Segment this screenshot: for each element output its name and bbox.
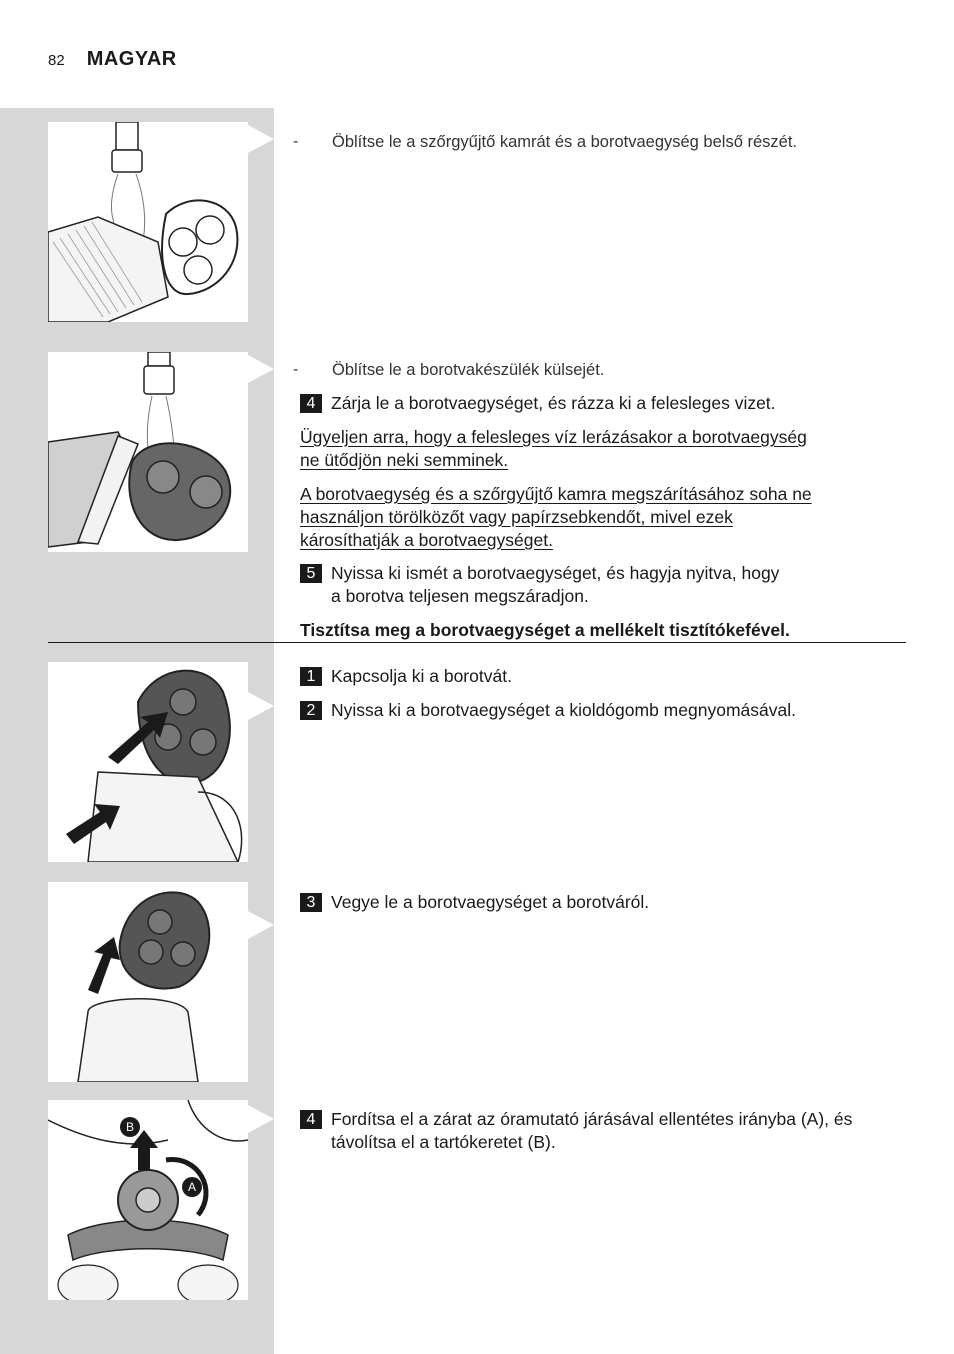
step-text: Fordítsa el a zárat az óramutató járásával ellentétes irányba (A), és távolítsa el a tartókeretet (B).: [331, 1109, 853, 1152]
step-text: Zárja le a borotvaegységet, és rázza ki a felesleges vizet.: [331, 393, 776, 413]
label-a: A: [187, 1180, 197, 1194]
step-number: 4: [300, 1110, 322, 1129]
step-number: 2: [300, 701, 322, 720]
page-number: 82: [48, 52, 65, 69]
section-divider: [48, 642, 906, 643]
shaver-outside-rinse-illustration: [48, 352, 248, 552]
step-number: 4: [300, 394, 322, 413]
figure-turn-lock: [48, 1100, 248, 1300]
figure-pointer: [248, 692, 274, 720]
warning-drying: A borotvaegység és a szőrgyűjtő kamra megszárításához soha ne használjon törölközőt vagy papírzsebkendőt, mivel ezek károsíthatják a borotvaegységet.: [300, 484, 812, 550]
step-text: Kapcsolja ki a borotvát.: [331, 666, 512, 686]
instruction-rinse-outside: Öblítse le a borotvakészülék külsejét.: [332, 361, 605, 379]
figure-pointer: [248, 911, 274, 939]
section-heading: Tisztítsa meg a borotvaegységet a mellékelt tisztítókefével.: [300, 620, 790, 640]
step-text: Nyissa ki ismét a borotvaegységet, és hagyja nyitva, hogy a borotva teljesen megszáradjon.: [331, 563, 780, 606]
remove-unit-illustration: [48, 882, 248, 1082]
step-text: Vegye le a borotvaegységet a borotváról.: [331, 892, 650, 912]
step-4-close-unit: [300, 392, 890, 415]
step-text: Nyissa ki a borotvaegységet a kioldógomb megnyomásával.: [331, 700, 796, 720]
step-2-open-unit: [300, 699, 890, 722]
figure-pointer: [248, 125, 274, 153]
warning-shake: Ügyeljen arra, hogy a felesleges víz lerázásakor a borotvaegység ne ütődjön neki semminek.: [300, 427, 807, 470]
step-5-leave-open: [300, 562, 780, 608]
figure-rinse-outside: [48, 352, 248, 552]
bullet-dash: -: [293, 133, 299, 150]
step-4-turn-lock: [300, 1108, 870, 1154]
figure-open-shaving-unit: [48, 662, 248, 862]
open-unit-illustration: [48, 662, 248, 862]
step-number: 1: [300, 667, 322, 686]
figure-pointer: [248, 1105, 274, 1133]
page-language: MAGYAR: [86, 48, 177, 70]
figure-pointer: [248, 355, 274, 383]
instruction-rinse-chamber: Öblítse le a szőrgyűjtő kamrát és a borotvaegység belső részét.: [332, 133, 797, 151]
bullet-dash: -: [293, 361, 299, 378]
lock-retaining-frame-illustration: [48, 1100, 248, 1300]
label-b: B: [125, 1120, 135, 1134]
figure-rinse-chamber: [48, 122, 248, 322]
page-header: [48, 48, 177, 74]
figure-remove-shaving-unit: [48, 882, 248, 1082]
step-1-switch-off: [300, 665, 890, 688]
step-number: 5: [300, 564, 322, 583]
step-3-remove-unit: [300, 891, 890, 914]
shaver-rinse-illustration: [48, 122, 248, 322]
step-number: 3: [300, 893, 322, 912]
